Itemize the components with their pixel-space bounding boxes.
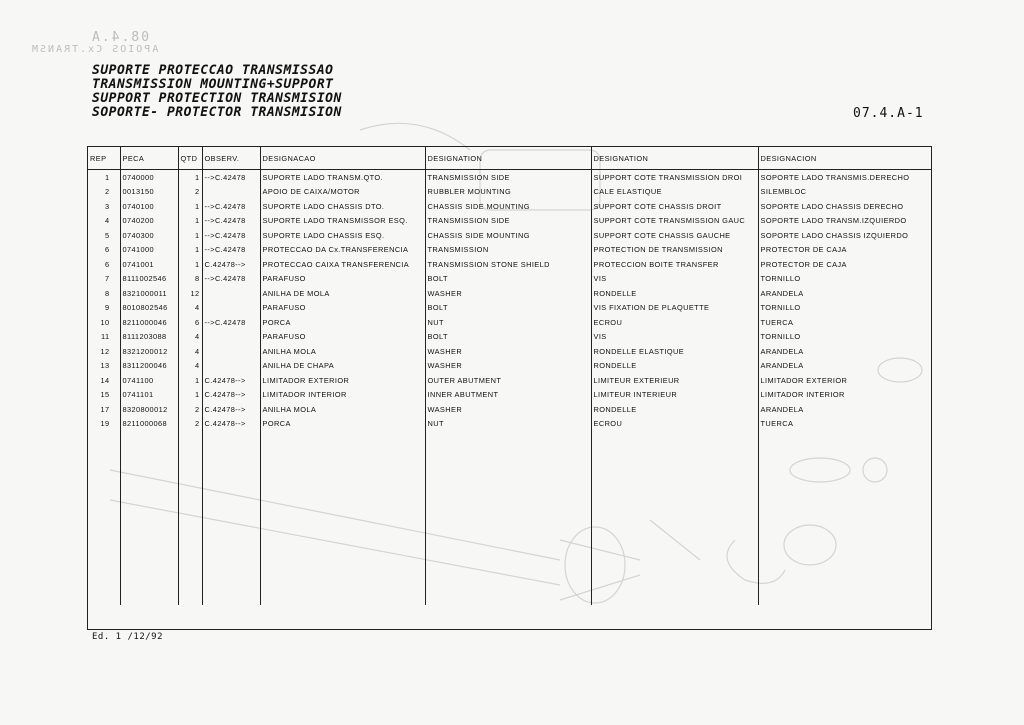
empty-cell [120, 431, 178, 446]
empty-cell [202, 504, 260, 519]
empty-cell [120, 533, 178, 548]
table-row [88, 388, 931, 403]
empty-cell [425, 562, 591, 577]
empty-cell [260, 518, 425, 533]
cell-designation-en: NUT [425, 417, 591, 432]
empty-cell [120, 518, 178, 533]
cell-designation-en: INNER ABUTMENT [425, 388, 591, 403]
cell-rep: 9 [104, 303, 110, 313]
empty-row [88, 489, 931, 504]
cell-designacion: LIMITADOR EXTERIOR [758, 373, 931, 388]
cell-observ: -->C.42478 [202, 199, 260, 214]
empty-row [88, 504, 931, 519]
empty-cell [88, 446, 120, 461]
cell-qtd: 2 [178, 185, 202, 200]
cell-rep: 17 [100, 404, 110, 414]
empty-cell [260, 431, 425, 446]
cell-designacion: ARANDELA [758, 344, 931, 359]
empty-cell [88, 533, 120, 548]
empty-cell [591, 576, 758, 591]
empty-row [88, 547, 931, 562]
cell-peca: 0741101 [120, 388, 178, 403]
empty-row [88, 591, 931, 606]
cell-rep: 2 [104, 187, 110, 197]
empty-cell [120, 446, 178, 461]
empty-cell [202, 475, 260, 490]
cell-peca: 0741001 [120, 257, 178, 272]
table-row [88, 359, 931, 374]
cell-designation-fr: RONDELLE [591, 402, 758, 417]
cell-rep: 12 [100, 346, 110, 356]
cell-designation-fr: VIS [591, 272, 758, 287]
table-row [88, 170, 931, 185]
empty-cell [88, 475, 120, 490]
table-row [88, 344, 931, 359]
empty-cell [120, 576, 178, 591]
empty-cell [178, 460, 202, 475]
cell-observ: -->C.42478 [202, 228, 260, 243]
cell-designacao: PARAFUSO [260, 272, 425, 287]
table-row [88, 243, 931, 258]
cell-peca: 8211000046 [120, 315, 178, 330]
empty-cell [202, 576, 260, 591]
empty-cell [591, 547, 758, 562]
cell-designacao: SUPORTE LADO CHASSIS ESQ. [260, 228, 425, 243]
cell-designacao: ANILHA DE CHAPA [260, 359, 425, 374]
empty-cell [425, 475, 591, 490]
cell-designacion: TORNILLO [758, 301, 931, 316]
empty-cell [591, 504, 758, 519]
empty-cell [202, 518, 260, 533]
empty-cell [758, 446, 931, 461]
cell-observ [202, 185, 260, 200]
table-row [88, 185, 931, 200]
empty-cell [758, 547, 931, 562]
cell-rep: 15 [100, 390, 110, 400]
cell-designation-fr: PROTECTION DE TRANSMISSION [591, 243, 758, 258]
cell-peca: 0740200 [120, 214, 178, 229]
empty-cell [178, 431, 202, 446]
table-header-row [88, 147, 931, 170]
cell-observ: -->C.42478 [202, 243, 260, 258]
header-designation-fr: DESIGNATION [591, 147, 758, 170]
cell-qtd: 1 [178, 388, 202, 403]
empty-cell [120, 475, 178, 490]
cell-designation-fr: SUPPORT COTE TRANSMISSION GAUC [591, 214, 758, 229]
cell-peca: 8311200046 [120, 359, 178, 374]
cell-qtd: 1 [178, 199, 202, 214]
cell-qtd: 1 [178, 243, 202, 258]
cell-rep: 7 [104, 274, 110, 284]
cell-designation-en: WASHER [425, 286, 591, 301]
cell-designacion: ARANDELA [758, 286, 931, 301]
cell-rep: 5 [104, 230, 110, 240]
empty-cell [120, 591, 178, 606]
cell-designacao: ANILHA DE MOLA [260, 286, 425, 301]
empty-row [88, 518, 931, 533]
title-english: TRANSMISSION MOUNTING+SUPPORT [92, 77, 334, 92]
empty-row [88, 562, 931, 577]
empty-cell [120, 460, 178, 475]
cell-designation-en: RUBBLER MOUNTING [425, 185, 591, 200]
ghost-text-second: APOIOS Cx.TRANSM [30, 44, 159, 55]
cell-rep: 1 [104, 172, 110, 182]
cell-designacao: SUPORTE LADO TRANSMISSOR ESQ. [260, 214, 425, 229]
cell-qtd: 8 [178, 272, 202, 287]
empty-cell [425, 460, 591, 475]
cell-designacion: LIMITADOR INTERIOR [758, 388, 931, 403]
cell-observ: C.42478--> [202, 417, 260, 432]
cell-designation-en: BOLT [425, 301, 591, 316]
header-peca: PECA [120, 147, 178, 170]
page-reference-code: 07.4.A-1 [853, 106, 924, 121]
ghost-text-top: 08.4.A [90, 30, 149, 45]
cell-rep: 19 [100, 419, 110, 429]
cell-designacion: ARANDELA [758, 402, 931, 417]
empty-cell [425, 533, 591, 548]
cell-rep: 6 [104, 259, 110, 269]
empty-cell [425, 489, 591, 504]
empty-cell [178, 533, 202, 548]
cell-peca: 8320800012 [120, 402, 178, 417]
cell-observ: -->C.42478 [202, 315, 260, 330]
cell-qtd: 2 [178, 417, 202, 432]
empty-cell [202, 591, 260, 606]
table-row [88, 257, 931, 272]
cell-peca: 8111002546 [120, 272, 178, 287]
empty-cell [260, 460, 425, 475]
cell-peca: 8321200012 [120, 344, 178, 359]
table-row [88, 228, 931, 243]
cell-qtd: 4 [178, 301, 202, 316]
empty-cell [202, 431, 260, 446]
cell-designation-fr: LIMITEUR EXTERIEUR [591, 373, 758, 388]
empty-cell [591, 489, 758, 504]
empty-cell [758, 518, 931, 533]
empty-cell [178, 489, 202, 504]
cell-rep: 14 [100, 375, 110, 385]
cell-designation-fr: SUPPORT COTE CHASSIS DROIT [591, 199, 758, 214]
cell-rep: 6 [104, 245, 110, 255]
header-designacao: DESIGNACAO [260, 147, 425, 170]
cell-designacion: TORNILLO [758, 330, 931, 345]
cell-designacion: TORNILLO [758, 272, 931, 287]
empty-cell [88, 591, 120, 606]
empty-cell [758, 489, 931, 504]
cell-designacao: LIMITADOR EXTERIOR [260, 373, 425, 388]
empty-cell [178, 591, 202, 606]
header-designacion: DESIGNACION [758, 147, 931, 170]
title-portuguese: SUPORTE PROTECCAO TRANSMISSAO [92, 63, 334, 78]
empty-row [88, 460, 931, 475]
empty-cell [591, 431, 758, 446]
empty-cell [425, 504, 591, 519]
cell-rep: 3 [104, 201, 110, 211]
cell-observ: -->C.42478 [202, 170, 260, 185]
cell-designacao: APOIO DE CAIXA/MOTOR [260, 185, 425, 200]
cell-designation-en: TRANSMISSION SIDE [425, 214, 591, 229]
cell-rep: 10 [100, 317, 110, 327]
cell-designation-fr: LIMITEUR INTERIEUR [591, 388, 758, 403]
empty-cell [758, 562, 931, 577]
table-row [88, 301, 931, 316]
empty-cell [425, 576, 591, 591]
empty-cell [178, 518, 202, 533]
cell-peca: 0741000 [120, 243, 178, 258]
cell-designation-en: BOLT [425, 330, 591, 345]
cell-designacion: SOPORTE LADO TRANSMIS.DERECHO [758, 170, 931, 185]
empty-cell [425, 591, 591, 606]
empty-cell [260, 562, 425, 577]
cell-designation-fr: RONDELLE ELASTIQUE [591, 344, 758, 359]
parts-table-frame [87, 146, 932, 630]
empty-cell [260, 591, 425, 606]
empty-row [88, 431, 931, 446]
cell-observ [202, 301, 260, 316]
cell-peca: 8111203088 [120, 330, 178, 345]
edition-date: Ed. 1 /12/92 [92, 632, 164, 642]
title-block [92, 64, 342, 120]
cell-qtd: 6 [178, 315, 202, 330]
cell-designacao: PARAFUSO [260, 330, 425, 345]
empty-cell [260, 547, 425, 562]
empty-cell [88, 562, 120, 577]
cell-designation-en: OUTER ABUTMENT [425, 373, 591, 388]
cell-peca: 0013150 [120, 185, 178, 200]
cell-designacao: PORCA [260, 417, 425, 432]
table-row [88, 315, 931, 330]
empty-cell [88, 518, 120, 533]
cell-designacao: PARAFUSO [260, 301, 425, 316]
cell-rep: 4 [104, 216, 110, 226]
cell-qtd: 1 [178, 214, 202, 229]
cell-designation-en: TRANSMISSION STONE SHIELD [425, 257, 591, 272]
cell-designacao: PROTECCAO DA Cx.TRANSFERENCIA [260, 243, 425, 258]
empty-cell [758, 475, 931, 490]
empty-cell [758, 533, 931, 548]
empty-cell [425, 518, 591, 533]
cell-qtd: 12 [178, 286, 202, 301]
empty-row [88, 576, 931, 591]
cell-qtd: 1 [178, 170, 202, 185]
empty-cell [591, 460, 758, 475]
empty-cell [591, 446, 758, 461]
cell-peca: 8321000011 [120, 286, 178, 301]
cell-designacao: PROTECCAO CAIXA TRANSFERENCIA [260, 257, 425, 272]
cell-designacion: SOPORTE LADO CHASSIS DERECHO [758, 199, 931, 214]
cell-observ: -->C.42478 [202, 272, 260, 287]
cell-rep: 8 [104, 288, 110, 298]
cell-peca: 8010802546 [120, 301, 178, 316]
empty-cell [202, 533, 260, 548]
cell-designacao: PORCA [260, 315, 425, 330]
cell-designation-en: TRANSMISSION SIDE [425, 170, 591, 185]
cell-peca: 8211000068 [120, 417, 178, 432]
table-row [88, 199, 931, 214]
cell-observ: C.42478--> [202, 388, 260, 403]
empty-cell [591, 591, 758, 606]
empty-cell [425, 446, 591, 461]
cell-peca: 0741100 [120, 373, 178, 388]
empty-cell [88, 576, 120, 591]
cell-designation-en: WASHER [425, 359, 591, 374]
table-row [88, 417, 931, 432]
empty-cell [120, 562, 178, 577]
empty-cell [260, 489, 425, 504]
empty-cell [260, 576, 425, 591]
table-row [88, 402, 931, 417]
empty-cell [758, 431, 931, 446]
empty-cell [202, 489, 260, 504]
cell-qtd: 4 [178, 359, 202, 374]
cell-qtd: 1 [178, 257, 202, 272]
header-rep: REP [90, 153, 107, 163]
cell-designation-fr: PROTECCION BOITE TRANSFER [591, 257, 758, 272]
empty-cell [178, 547, 202, 562]
table-row [88, 373, 931, 388]
cell-designation-en: BOLT [425, 272, 591, 287]
empty-cell [758, 460, 931, 475]
cell-designation-fr: RONDELLE [591, 359, 758, 374]
cell-designacion: SOPORTE LADO CHASSIS IZQUIERDO [758, 228, 931, 243]
empty-cell [591, 518, 758, 533]
cell-designacao: SUPORTE LADO CHASSIS DTO. [260, 199, 425, 214]
cell-observ [202, 359, 260, 374]
cell-observ [202, 344, 260, 359]
table-row [88, 272, 931, 287]
cell-designacao: ANILHA MOLA [260, 402, 425, 417]
empty-cell [120, 547, 178, 562]
cell-designacion: ARANDELA [758, 359, 931, 374]
cell-qtd: 1 [178, 228, 202, 243]
cell-qtd: 4 [178, 330, 202, 345]
cell-designation-en: CHASSIS SIDE MOUNTING [425, 228, 591, 243]
cell-rep: 11 [101, 332, 110, 342]
empty-cell [178, 576, 202, 591]
cell-designacion: SOPORTE LADO TRANSM.IZQUIERDO [758, 214, 931, 229]
cell-designation-en: WASHER [425, 344, 591, 359]
cell-rep: 13 [100, 361, 110, 371]
cell-designation-fr: ECROU [591, 315, 758, 330]
table-row [88, 214, 931, 229]
table-row [88, 286, 931, 301]
empty-cell [178, 562, 202, 577]
cell-designacao: ANILHA MOLA [260, 344, 425, 359]
empty-cell [88, 504, 120, 519]
cell-designation-en: CHASSIS SIDE MOUNTING [425, 199, 591, 214]
table-row [88, 330, 931, 345]
empty-row [88, 475, 931, 490]
cell-designation-fr: SUPPORT COTE CHASSIS GAUCHE [591, 228, 758, 243]
cell-designation-fr: VIS FIXATION DE PLAQUETTE [591, 301, 758, 316]
title-spanish: SOPORTE- PROTECTOR TRANSMISION [92, 105, 342, 120]
empty-cell [260, 475, 425, 490]
cell-designacion: SILEMBLOC [758, 185, 931, 200]
cell-designation-en: TRANSMISSION [425, 243, 591, 258]
cell-designacion: TUERCA [758, 315, 931, 330]
header-qtd: QTD [178, 147, 202, 170]
cell-designation-fr: RONDELLE [591, 286, 758, 301]
empty-cell [202, 460, 260, 475]
empty-cell [260, 533, 425, 548]
cell-observ: C.42478--> [202, 402, 260, 417]
cell-designacao: LIMITADOR INTERIOR [260, 388, 425, 403]
cell-observ: C.42478--> [202, 373, 260, 388]
empty-cell [88, 547, 120, 562]
cell-designation-en: NUT [425, 315, 591, 330]
cell-designation-en: WASHER [425, 402, 591, 417]
parts-table [88, 147, 931, 605]
cell-designation-fr: VIS [591, 330, 758, 345]
cell-designacion: TUERCA [758, 417, 931, 432]
cell-observ: C.42478--> [202, 257, 260, 272]
empty-cell [758, 591, 931, 606]
cell-peca: 0740100 [120, 199, 178, 214]
cell-observ: -->C.42478 [202, 214, 260, 229]
cell-qtd: 2 [178, 402, 202, 417]
empty-cell [120, 489, 178, 504]
cell-designation-fr: SUPPORT COTE TRANSMISSION DROI [591, 170, 758, 185]
empty-cell [202, 562, 260, 577]
empty-cell [88, 460, 120, 475]
empty-cell [758, 576, 931, 591]
empty-cell [202, 547, 260, 562]
empty-cell [591, 533, 758, 548]
empty-cell [178, 475, 202, 490]
empty-cell [425, 547, 591, 562]
cell-observ [202, 330, 260, 345]
cell-qtd: 4 [178, 344, 202, 359]
cell-qtd: 1 [178, 373, 202, 388]
title-french: SUPPORT PROTECTION TRANSMISION [92, 91, 342, 106]
empty-cell [425, 431, 591, 446]
cell-observ [202, 286, 260, 301]
empty-cell [260, 446, 425, 461]
cell-designacao: SUPORTE LADO TRANSM.QTO. [260, 170, 425, 185]
cell-designacion: PROTECTOR DE CAJA [758, 257, 931, 272]
empty-row [88, 446, 931, 461]
empty-row [88, 533, 931, 548]
empty-cell [202, 446, 260, 461]
empty-cell [591, 475, 758, 490]
cell-designacion: PROTECTOR DE CAJA [758, 243, 931, 258]
cell-peca: 0740000 [120, 170, 178, 185]
cell-designation-fr: CALE ELASTIQUE [591, 185, 758, 200]
header-designation-en: DESIGNATION [425, 147, 591, 170]
empty-cell [88, 489, 120, 504]
empty-cell [758, 504, 931, 519]
empty-cell [178, 446, 202, 461]
empty-cell [88, 431, 120, 446]
empty-cell [260, 504, 425, 519]
header-observ: OBSERV. [202, 147, 260, 170]
empty-cell [591, 562, 758, 577]
cell-peca: 0740300 [120, 228, 178, 243]
empty-cell [178, 504, 202, 519]
empty-cell [120, 504, 178, 519]
cell-designation-fr: ECROU [591, 417, 758, 432]
